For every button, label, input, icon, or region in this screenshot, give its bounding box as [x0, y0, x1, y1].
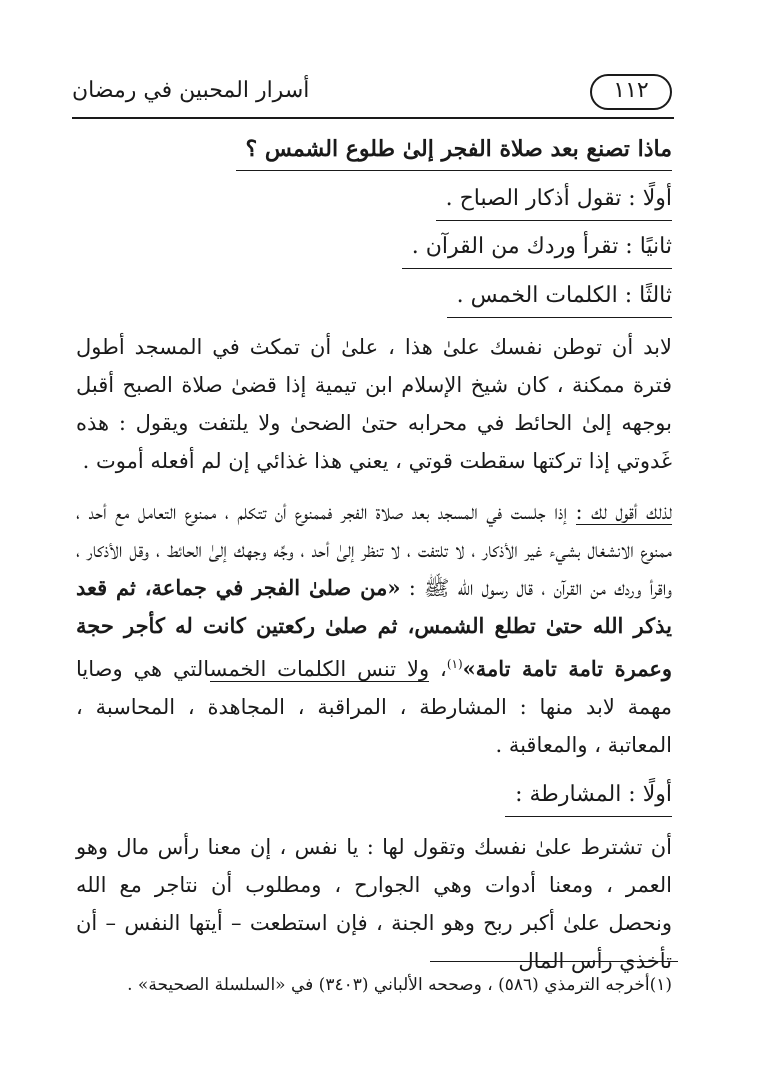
footnote-divider: [430, 961, 678, 962]
subheading-musharata: أولًا : المشارطة :: [505, 780, 672, 817]
paragraph-ibn-taymiyyah: لابد أن توطن نفسك علىٰ هذا ، علىٰ أن تمكث في المسجد أطول فترة ممكنة ، كان شيخ الإسلام ابن تيمية إذا قضىٰ صلاة الصبح أقبل بوجهه إلىٰ الحائط في محرابه حتىٰ الضحىٰ ولا يلتفت ويقول : هذه غَدوتي إذا تركتها سقطت قوتي ، يعني هذا غذائي إن لم أفعله أموت .: [76, 335, 672, 473]
step-3: ثالثًا : الكلمات الخمس .: [447, 281, 672, 318]
page-header: [72, 74, 672, 116]
footnote-ref: (١): [446, 657, 463, 671]
header-divider: [72, 117, 674, 119]
paragraph-advice: [76, 493, 672, 764]
step-1: أولًا : تقول أذكار الصباح .: [436, 184, 672, 221]
footnote: (١)أخرجه الترمذي (٥٨٦) ، وصححه الألباني (٣٤٠٣) في «السلسلة الصحيحة» .: [127, 975, 672, 995]
section-heading: ماذا تصنع بعد صلاة الفجر إلىٰ طلوع الشمس ؟: [236, 134, 672, 171]
paragraph-text-2: ،: [429, 657, 447, 681]
underlined-phrase: ولا تنس الكلمات الخمس: [209, 657, 430, 681]
paragraph-text-3: التي هي وصايا مهمة لابد منها : المشارطة ، المراقبة ، المجاهدة ، المحاسبة ، المعاتبة ، والمعاقبة .: [76, 657, 672, 757]
hadith-quote: «من صلىٰ الفجر في جماعة، ثم قعد يذكر الله حتىٰ تطلع الشمس، ثم صلىٰ ركعتين كانت له كأجر حجة وعمرة تامة تامة تامة»: [76, 575, 673, 681]
paragraph-lead: لذلك أقول لك :: [575, 500, 673, 524]
running-title: أسرار المحبين في رمضان: [72, 78, 310, 103]
page-number: ١١٢: [590, 74, 672, 110]
step-2: ثانيًا : تقرأ وردك من القرآن .: [402, 232, 672, 269]
paragraph-musharata: أن تشترط علىٰ نفسك وتقول لها : يا نفس ، إن معنا رأس مال وهو العمر ، ومعنا أدوات وهي الجوارح ، ومطلوب أن نتاجر مع الله ونحصل علىٰ أكبر ربح وهو الجنة ، فإن استطعت – أيتها النفس – أن تأخذي رأس المال: [76, 835, 672, 973]
paragraph-text: إذا جلست في المسجد بعد صلاة الفجر فممنوع أن تتكلم ، ممنوع التعامل مع أحد ، ممنوع الانشغال بشيء غير الأذكار ، لا تلتفت ، لا تنظر إلىٰ أحد ، وجِّه وجهك إلىٰ الحائط ، وقل الأذكار ، واقرأ وردك من القرآن ، قال رسول الله ﷺ :: [76, 500, 672, 600]
